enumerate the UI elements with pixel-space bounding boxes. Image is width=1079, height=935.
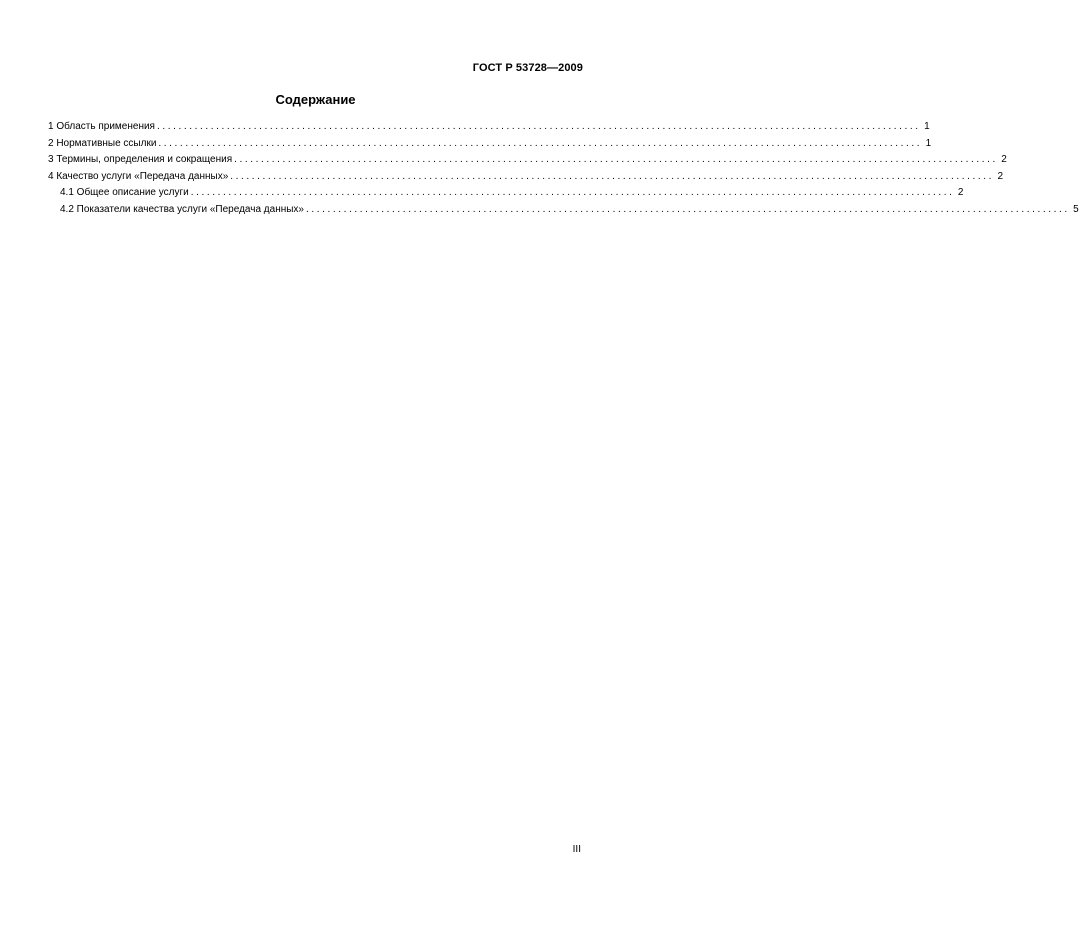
toc-entry-4-1[interactable] — [48, 185, 964, 202]
toc-entry-text: 4 Качество услуги «Передача данных» — [48, 170, 229, 182]
toc-dot-leader: .............................................................................................................................................. — [190, 187, 955, 199]
toc-dot-leader: .............................................................................................................................................. — [230, 170, 994, 182]
page-number: III — [572, 844, 581, 855]
toc-entry-text: 4.1 Общее описание услуги — [60, 187, 189, 199]
table-of-contents — [48, 119, 1079, 219]
toc-dot-leader: .............................................................................................................................................. — [158, 137, 923, 149]
toc-entry-1[interactable] — [48, 119, 930, 136]
toc-entry-2[interactable] — [48, 136, 932, 153]
toc-entry-page: 1 — [925, 137, 932, 149]
toc-entry-4[interactable] — [48, 169, 1003, 186]
toc-entry-page: 2 — [1001, 154, 1007, 166]
toc-dot-leader: .............................................................................................................................................. — [234, 154, 998, 166]
toc-entry-page: 2 — [957, 187, 964, 199]
toc-title: Содержание — [275, 92, 356, 107]
toc-dot-leader: .............................................................................................................................................. — [306, 203, 1070, 215]
toc-entry-page: 1 — [924, 121, 930, 132]
toc-entry-text: 2 Нормативные ссылки — [48, 137, 157, 149]
toc-entry-text: 1 Область применения — [48, 121, 155, 132]
toc-entry-text: 4.2 Показатели качества услуги «Передача данных» — [60, 203, 304, 215]
toc-entry-4-2[interactable] — [48, 202, 1079, 219]
toc-entry-text: 3 Термины, определения и сокращения — [48, 154, 233, 166]
standard-designation: ГОСТ Р 53728—2009 — [472, 62, 583, 74]
toc-entry-page: 2 — [997, 170, 1003, 182]
toc-dot-leader: .............................................................................................................................................. — [156, 121, 921, 132]
toc-entry-3[interactable] — [48, 152, 1007, 169]
toc-entry-page: 5 — [1073, 203, 1079, 215]
